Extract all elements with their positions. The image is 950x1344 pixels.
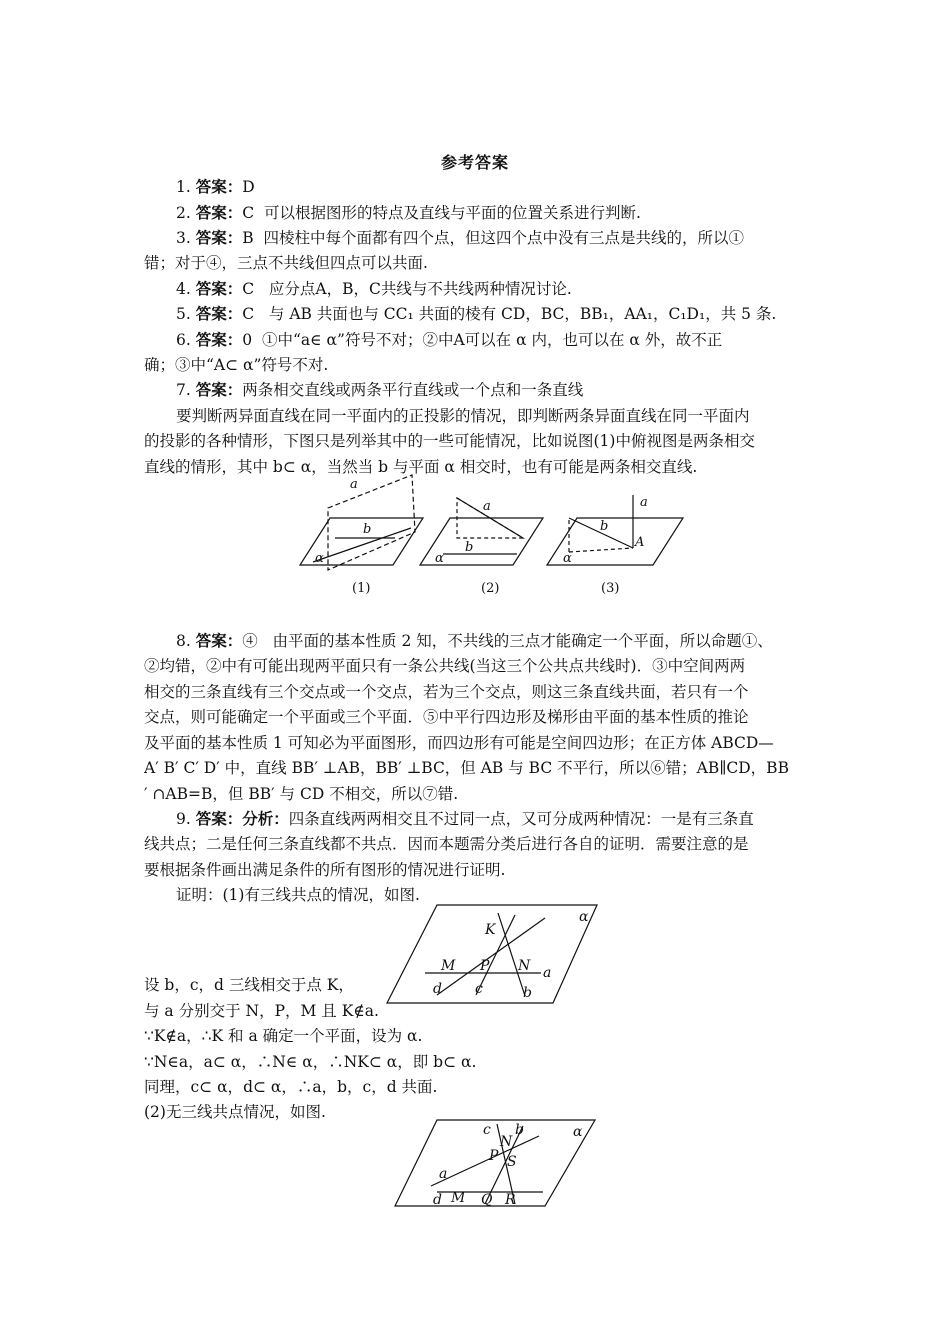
answer-7: [176, 378, 826, 402]
answer-text: ①中“a∈ α”符号不对；②中A可以在 α 内，也可以在 α 外，故不正: [261, 331, 723, 349]
answer-8-line: ②均错，②中有可能出现两平面只有一条公共线(当这三个公共点共线时)．③中空间两两: [144, 657, 746, 675]
label: b: [515, 1122, 524, 1138]
label: c: [483, 1122, 491, 1138]
answer-text: 四棱柱中每个面都有四个点，但这四个点中没有三点是共线的，所以①: [263, 229, 745, 247]
answer-value: C: [242, 204, 255, 222]
analysis-label: 分析：: [242, 809, 289, 828]
answer-7-para: 要判断两异面直线在同一平面内的正投影的情况，即判断两条异面直线在同一平面内: [176, 407, 750, 425]
answer-3: [176, 226, 826, 250]
label: a: [439, 1166, 448, 1182]
label: d: [433, 1192, 442, 1208]
proof-line: 与 a 分别交于 N，P，M 且 K∉a.: [144, 1002, 379, 1020]
question-number: 7.: [176, 381, 191, 399]
answer-8-line: A′ B′ C′ D′ 中，直线 BB′ ⊥AB，BB′ ⊥BC，但 AB 与 BC 不平行，所以⑥错；AB∥CD，BB: [144, 759, 789, 777]
answer-6: [176, 328, 826, 352]
question-number: 5.: [176, 305, 191, 323]
label: a: [350, 477, 358, 492]
label: b: [363, 522, 372, 537]
label: P: [480, 958, 490, 974]
label: N: [500, 1134, 513, 1150]
question-number: 9.: [176, 810, 191, 828]
figure-caption: (2): [481, 581, 500, 596]
question-number: 8.: [176, 632, 191, 650]
answer-label: 答案：: [195, 228, 243, 247]
answer-label: 答案：: [195, 304, 243, 323]
answer-value: 两条相交直线或两条平行直线或一个点和一条直线: [242, 381, 584, 399]
answer-9: [176, 807, 826, 831]
question-number: 1.: [176, 178, 191, 196]
non-concurrent-lines-figure: [393, 1118, 603, 1212]
label: α: [579, 909, 589, 925]
answer-text: 应分点A，B，C共线与不共线两种情况讨论.: [268, 280, 572, 298]
answer-label: 答案：: [195, 809, 243, 828]
figure-caption: (3): [601, 581, 620, 596]
proof-line: 同理，c⊂ α，d⊂ α，∴a，b，c，d 共面.: [144, 1078, 438, 1096]
answer-8-line: 交点，则可能确定一个平面或三个平面．⑤中平行四边形及梯形由平面的基本性质的推论: [144, 708, 749, 726]
answer-3-cont: 错；对于④，三点不共线但四点可以共面.: [144, 254, 428, 272]
figure-caption: (1): [352, 581, 371, 596]
answer-4: [176, 277, 826, 301]
answer-5: [176, 302, 826, 326]
label: c: [475, 981, 483, 997]
answer-text: 可以根据图形的特点及直线与平面的位置关系进行判断.: [263, 204, 641, 222]
label: α: [315, 551, 324, 566]
question-number: 6.: [176, 331, 191, 349]
answer-value: 0: [242, 331, 253, 349]
label: Q: [481, 1192, 493, 1208]
label: A: [635, 535, 645, 550]
answer-label: 答案：: [195, 380, 243, 399]
answer-value: C: [242, 305, 255, 323]
answer-label: 答案：: [195, 330, 243, 349]
label: M: [441, 958, 456, 974]
proof-intro-2: (2)无三线共点情况，如图.: [144, 1103, 326, 1121]
answer-2: [176, 201, 826, 225]
label: M: [451, 1190, 466, 1206]
label: b: [600, 519, 609, 534]
question-number: 2.: [176, 204, 191, 222]
question-number: 3.: [176, 229, 191, 247]
proof-line: ∵N∈a，a⊂ α，∴N∈ α，∴NK⊂ α，即 b⊂ α.: [144, 1053, 477, 1071]
answer-label: 答案：: [195, 203, 243, 222]
label: b: [523, 985, 532, 1001]
label: a: [483, 499, 491, 514]
page-title: 参考答案: [440, 153, 509, 172]
projection-figures: [295, 470, 690, 600]
label: S: [507, 1154, 517, 1170]
label: P: [489, 1148, 499, 1164]
answer-value: C: [242, 280, 255, 298]
answer-value: ④: [242, 632, 258, 650]
answer-text: 由平面的基本性质 2 知，不共线的三点才能确定一个平面，所以命题①、: [272, 632, 773, 650]
label: α: [435, 551, 444, 566]
proof-line: 设 b，c，d 三线相交于点 K，: [144, 976, 354, 994]
label: α: [563, 551, 572, 566]
answer-value: D: [242, 178, 255, 196]
answer-8-line: 及平面的基本性质 1 可知必为平面图形，而四边形有可能是空间四边形；在正方体 ABCD—: [144, 734, 774, 752]
label: N: [518, 958, 531, 974]
answer-9-line: 线共点；二是任何三条直线都不共点．因而本题需分类后进行各自的证明．需要注意的是: [144, 835, 749, 853]
answer-label: 答案：: [195, 177, 243, 196]
answer-7-para: 的投影的各种情形，下图只是列举其中的一些可能情况，比如说图(1)中俯视图是两条相交: [144, 432, 755, 450]
answer-8: [176, 629, 826, 653]
label: α: [573, 1124, 583, 1140]
answer-8-line: 相交的三条直线有三个交点或一个交点，若为三个交点，则这三条直线共面，若只有一个: [144, 683, 749, 701]
label: b: [465, 540, 474, 555]
answer-6-cont: 确；③中“A⊂ α”符号不对.: [144, 356, 329, 374]
answer-label: 答案：: [195, 279, 243, 298]
label: d: [433, 981, 442, 997]
answer-label: 答案：: [195, 631, 243, 650]
answer-7-para: 直线的情形，其中 b⊂ α，当然当 b 与平面 α 相交时，也有可能是两条相交直线.: [144, 458, 698, 476]
label: K: [485, 922, 496, 938]
proof-intro: 证明：(1)有三线共点的情况，如图.: [176, 886, 420, 904]
answer-text: 与 AB 共面也与 CC₁ 共面的棱有 CD，BC，BB₁，AA₁，C₁D₁，共 5 条.: [268, 305, 777, 323]
label: R: [505, 1192, 516, 1208]
label: a: [640, 495, 648, 510]
answer-text: 四条直线两两相交且不过同一点，又可分成两种情况：一是有三条直: [288, 810, 754, 828]
answer-value: B: [242, 229, 254, 247]
proof-line: ∵K∉a，∴K 和 a 确定一个平面，设为 α.: [144, 1027, 423, 1045]
answer-1: [176, 175, 826, 199]
label: a: [543, 965, 552, 981]
answer-8-line: ′ ∩AB=B，但 BB′ 与 CD 不相交，所以⑦错.: [144, 785, 459, 803]
question-number: 4.: [176, 280, 191, 298]
answer-9-line: 要根据条件画出满足条件的所有图形的情况进行证明.: [144, 861, 506, 879]
